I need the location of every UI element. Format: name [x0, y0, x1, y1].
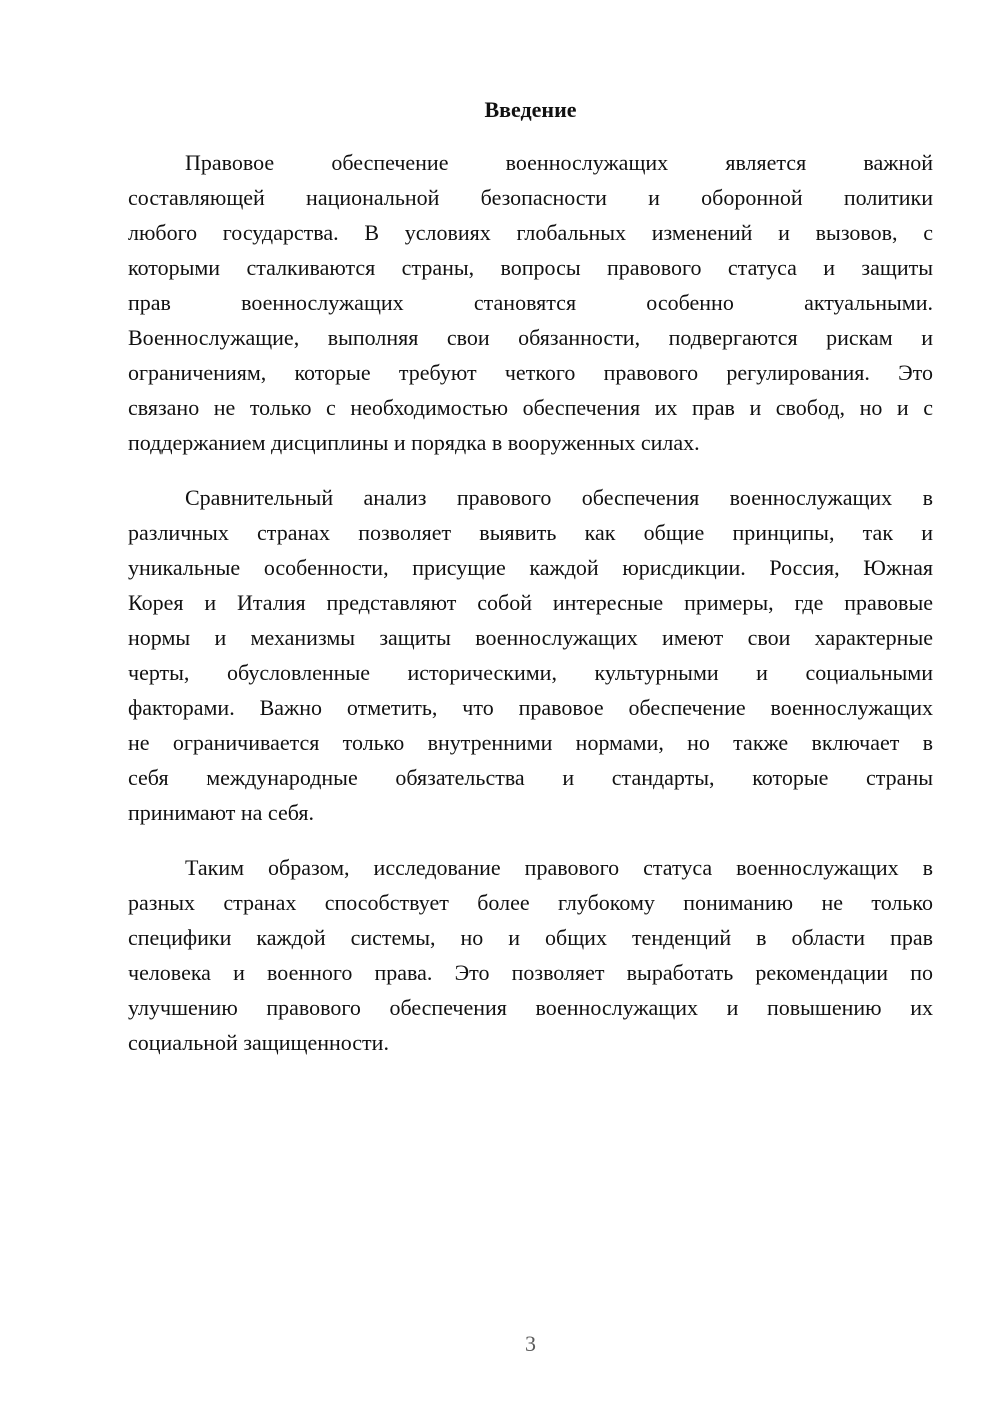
paragraph: [128, 145, 933, 460]
text-line: специфики каждой системы, но и общих тенденций в области прав: [128, 925, 933, 950]
text-line: себя международные обязательства и стандарты, которые страны: [128, 765, 933, 790]
text-line: нормы и механизмы защиты военнослужащих имеют свои характерные: [128, 625, 933, 650]
text-line: которыми сталкиваются страны, вопросы правового статуса и защиты: [128, 255, 933, 280]
text-line: черты, обусловленные историческими, культурными и социальными: [128, 660, 933, 685]
paragraph: [128, 480, 933, 830]
document-body: [128, 145, 933, 1060]
text-line: не ограничивается только внутренними нормами, но также включает в: [128, 730, 933, 755]
text-line: составляющей национальной безопасности и оборонной политики: [128, 185, 933, 210]
text-line: принимают на себя.: [128, 800, 314, 825]
text-line: связано не только с необходимостью обеспечения их прав и свобод, но и с: [128, 395, 933, 420]
text-line: уникальные особенности, присущие каждой юрисдикции. Россия, Южная: [128, 555, 933, 580]
text-line: разных странах способствует более глубокому пониманию не только: [128, 890, 933, 915]
text-line: человека и военного права. Это позволяет выработать рекомендации по: [128, 960, 933, 985]
paragraph: [128, 850, 933, 1060]
text-line: поддержанием дисциплины и порядка в вооруженных силах.: [128, 430, 700, 455]
text-line: факторами. Важно отметить, что правовое обеспечение военнослужащих: [128, 695, 933, 720]
text-line: ограничениям, которые требуют четкого правового регулирования. Это: [128, 360, 933, 385]
text-line: улучшению правового обеспечения военнослужащих и повышению их: [128, 995, 933, 1020]
text-line: прав военнослужащих становятся особенно актуальными.: [128, 290, 933, 315]
page-title: Введение: [484, 97, 577, 122]
text-line: социальной защищенности.: [128, 1030, 389, 1055]
text-line: Военнослужащие, выполняя свои обязанности, подвергаются рискам и: [128, 325, 933, 350]
text-line: Таким образом, исследование правового статуса военнослужащих в: [185, 855, 933, 880]
text-line: различных странах позволяет выявить как общие принципы, так и: [128, 520, 933, 545]
page-number: 3: [525, 1331, 536, 1356]
text-line: любого государства. В условиях глобальных изменений и вызовов, с: [128, 220, 933, 245]
text-line: Корея и Италия представляют собой интересные примеры, где правовые: [128, 590, 933, 615]
text-line: Сравнительный анализ правового обеспечения военнослужащих в: [185, 485, 933, 510]
text-line: Правовое обеспечение военнослужащих является важной: [185, 150, 933, 175]
